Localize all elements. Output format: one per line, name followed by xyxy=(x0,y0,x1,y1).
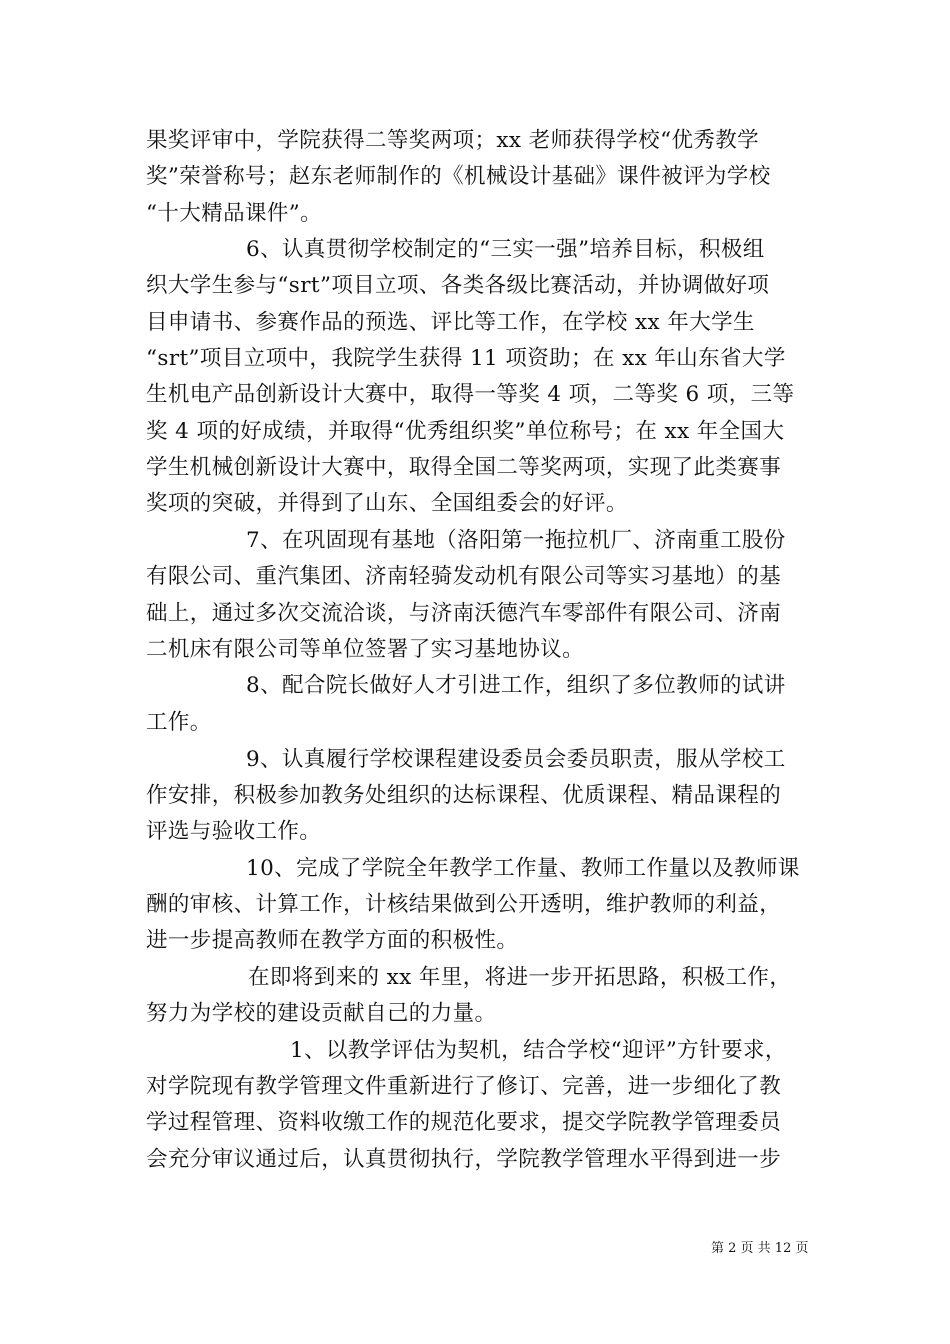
text-line: “十大精品课件”。 xyxy=(146,201,323,226)
text-line: 评选与验收工作。 xyxy=(146,819,322,844)
text-line: 工作。 xyxy=(146,710,212,735)
text-line: 果奖评审中，学院获得二等奖两项；xx 老师获得学校“优秀教学 xyxy=(146,128,760,153)
text-line: 奖 4 项的好成绩，并取得“优秀组织奖”单位称号；在 xx 年全国大 xyxy=(146,419,785,444)
text-line: 在即将到来的 xx 年里，将进一步开拓思路，积极工作， xyxy=(248,965,792,990)
text-line: 础上，通过多次交流洽谈，与济南沃德汽车零部件有限公司、济南 xyxy=(146,601,782,626)
text-line: 织大学生参与“srt”项目立项、各类各级比赛活动，并协调做好项 xyxy=(146,273,770,298)
text-line: 学生机械创新设计大赛中，取得全国二等奖两项，实现了此类赛事 xyxy=(146,455,782,480)
text-line: 奖项的突破，并得到了山东、全国组委会的好评。 xyxy=(146,491,628,516)
text-line: 9、认真履行学校课程建设委员会委员职责，服从学校工 xyxy=(246,747,786,772)
text-line: 酬的审核、计算工作，计核结果做到公开透明，维护教师的利益， xyxy=(146,892,782,917)
text-line: 对学院现有教学管理文件重新进行了修订、完善，进一步细化了教 xyxy=(146,1074,782,1099)
text-line: 努力为学校的建设贡献自己的力量。 xyxy=(146,1001,497,1026)
text-line: 奖”荣誉称号；赵东老师制作的《机械设计基础》课件被评为学校 xyxy=(146,164,771,189)
text-line: 目申请书、参赛作品的预选、评比等工作，在学校 xx 年大学生 xyxy=(146,310,755,335)
text-line: 进一步提高教师在教学方面的积极性。 xyxy=(146,928,519,953)
text-line: 8、配合院长做好人才引进工作，组织了多位教师的试讲 xyxy=(246,673,786,698)
text-line: 学过程管理、资料收缴工作的规范化要求，提交学院教学管理委员 xyxy=(146,1110,782,1135)
text-line: 生机电产品创新设计大赛中，取得一等奖 4 项，二等奖 6 项，三等 xyxy=(146,382,795,407)
text-line: 10、完成了学院全年教学工作量、教师工作量以及教师课 xyxy=(246,856,800,881)
text-line: 有限公司、重汽集团、济南轻骑发动机有限公司等实习基地）的基 xyxy=(146,564,782,589)
text-line: 1、以教学评估为契机，结合学校“迎评”方针要求， xyxy=(290,1038,787,1063)
text-line: 会充分审议通过后，认真贯彻执行，学院教学管理水平得到进一步 xyxy=(146,1147,782,1172)
page-number: 第 2 页 共 12 页 xyxy=(711,1241,809,1256)
text-line: 7、在巩固现有基地（洛阳第一拖拉机厂、济南重工股份 xyxy=(246,528,786,553)
text-line: “srt”项目立项中，我院学生获得 11 项资助；在 xx 年山东省大学 xyxy=(146,346,786,371)
text-line: 二机床有限公司等单位签署了实习基地协议。 xyxy=(146,637,585,662)
text-line: 作安排，积极参加教务处组织的达标课程、优质课程、精品课程的 xyxy=(146,783,782,808)
text-line: 6、认真贯彻学校制定的“三实一强”培养目标，积极组 xyxy=(246,237,765,262)
